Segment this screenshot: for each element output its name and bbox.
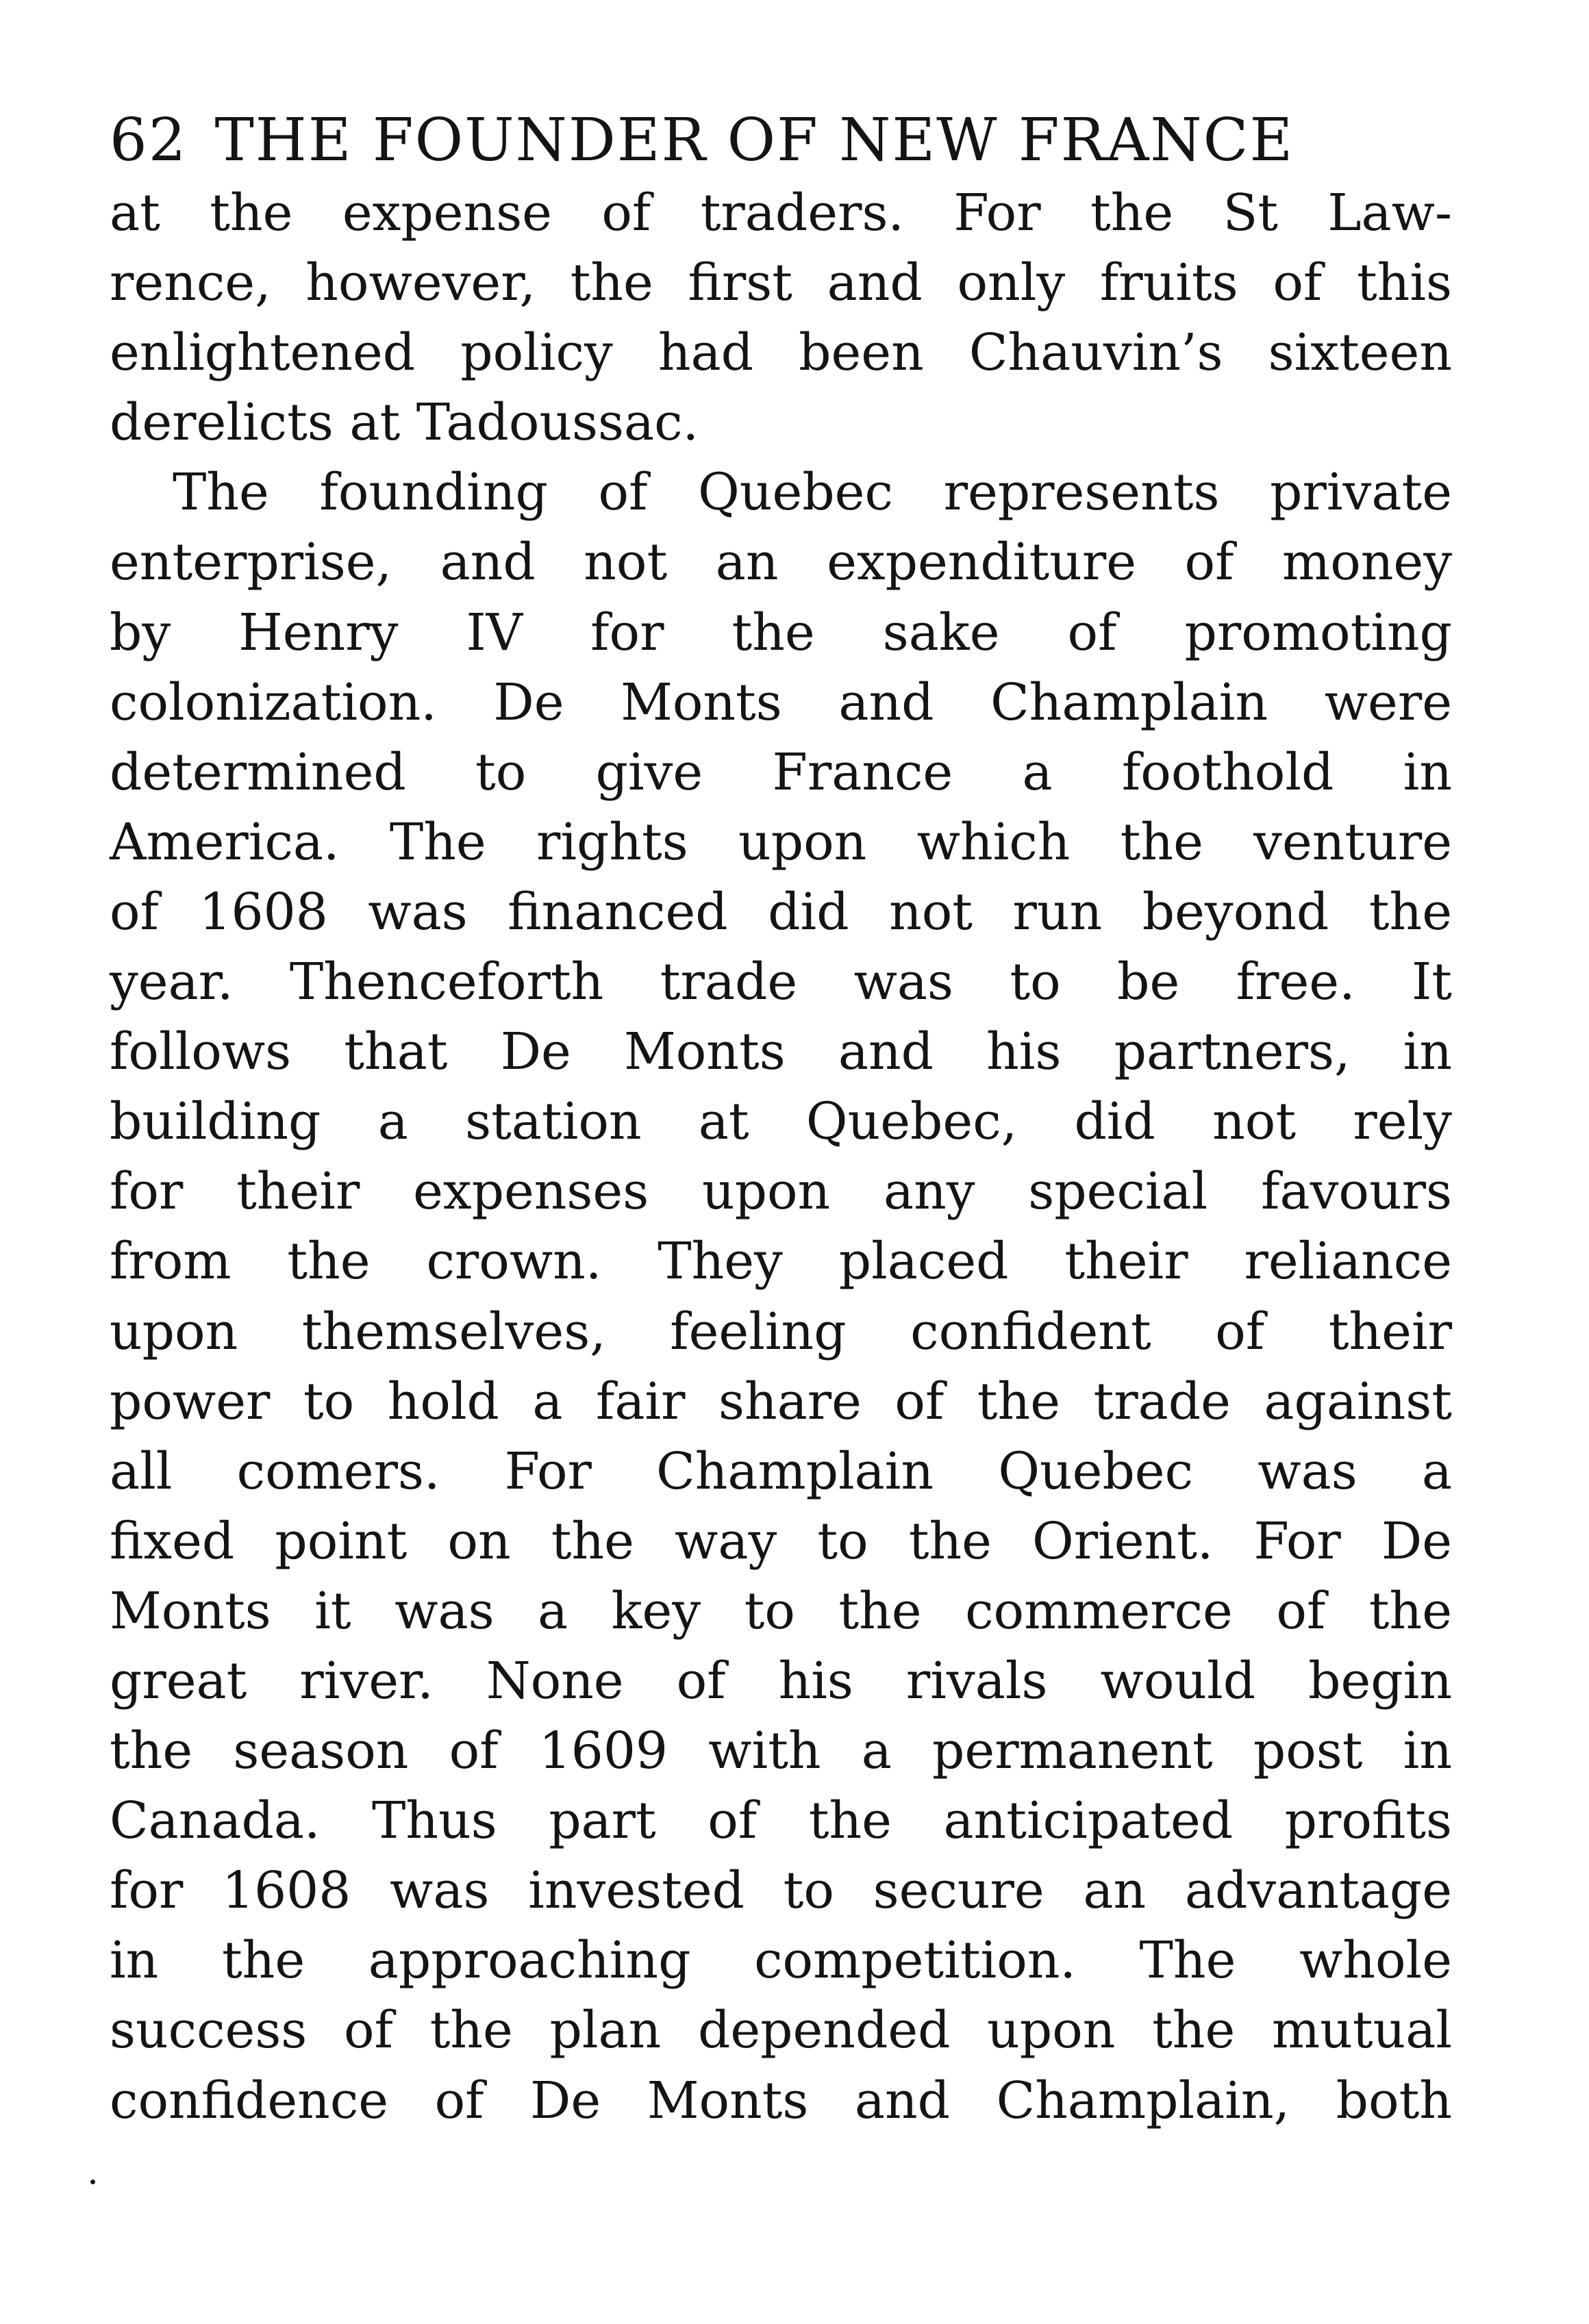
text-line: in the approaching competition. The whole: [110, 1931, 1452, 1991]
text-line: at the expense of traders. For the St Law-: [110, 184, 1452, 242]
text-line: year. Thenceforth trade was to be free. It: [110, 952, 1452, 1012]
text-line: power to hold a fair share of the trade against: [110, 1372, 1452, 1431]
text-line: success of the plan depended upon the mutual: [110, 2001, 1452, 2060]
book-page: [110, 103, 1452, 2136]
text-line: America. The rights upon which the venture: [110, 812, 1452, 872]
text-line: The founding of Quebec represents private: [173, 463, 1452, 522]
text-line: fixed point on the way to the Orient. For De: [110, 1511, 1452, 1571]
text-line: all comers. For Champlain Quebec was a: [110, 1441, 1452, 1501]
text-line: for 1608 was invested to secure an advantage: [110, 1861, 1452, 1921]
text-line: from the crown. They placed their reliance: [110, 1232, 1452, 1291]
text-line: upon themselves, feeling confident of their: [110, 1302, 1452, 1361]
running-head: [110, 103, 1452, 178]
text-line: great river. None of his rivals would begin: [110, 1651, 1452, 1710]
print-speck: [90, 2180, 95, 2184]
body-text: [110, 178, 1452, 2136]
text-line: the season of 1609 with a permanent post in: [110, 1721, 1452, 1781]
text-line: for their expenses upon any special favours: [110, 1162, 1452, 1222]
text-line: derelicts at Tadoussac.: [110, 393, 699, 453]
text-line: by Henry IV for the sake of promoting: [110, 603, 1452, 662]
text-line: enlightened policy had been Chauvin’s sixteen: [110, 323, 1452, 383]
text-line: Canada. Thus part of the anticipated profits: [110, 1791, 1452, 1851]
text-line: follows that De Monts and his partners, in: [110, 1022, 1452, 1082]
text-line: determined to give France a foothold in: [110, 742, 1452, 802]
text-line: colonization. De Monts and Champlain were: [110, 672, 1452, 732]
text-line: confidence of De Monts and Champlain, both: [110, 2071, 1452, 2130]
text-line: Monts it was a key to the commerce of the: [110, 1581, 1452, 1641]
running-title: THE FOUNDER OF NEW FRANCE: [214, 106, 1294, 175]
page-number: 62: [110, 106, 188, 175]
text-line: enterprise, and not an expenditure of money: [110, 533, 1452, 592]
text-line: rence, however, the first and only fruits of this: [110, 253, 1452, 313]
text-line: of 1608 was financed did not run beyond the: [110, 882, 1452, 942]
text-line: building a station at Quebec, did not rely: [110, 1092, 1452, 1152]
